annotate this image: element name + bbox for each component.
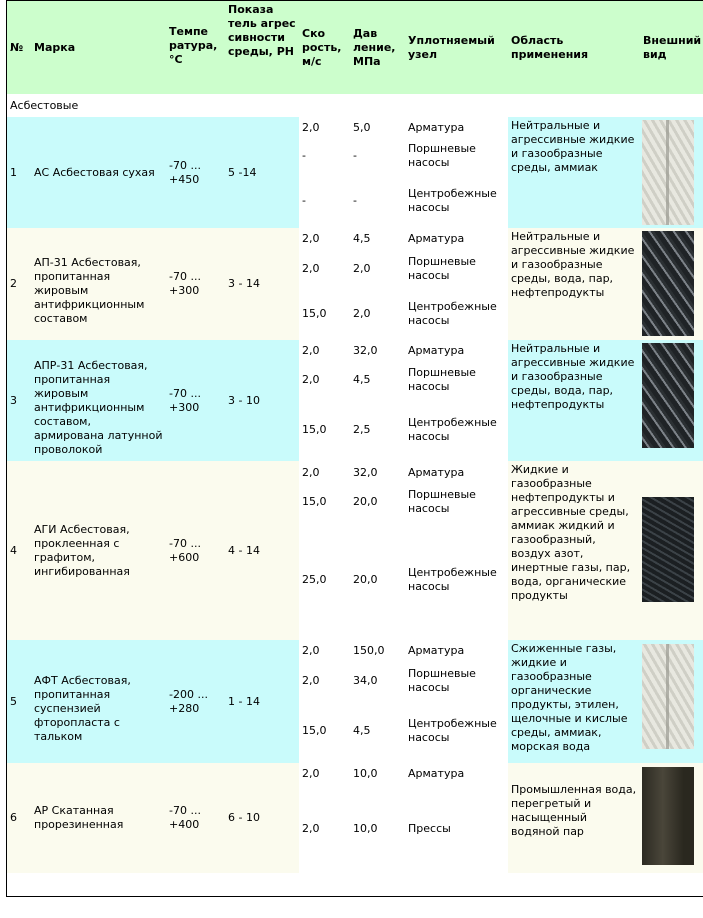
row-5-pressure-3 — [350, 699, 406, 764]
row-5-mark — [31, 640, 167, 764]
row-6-pressure-2-text: 10,0 — [353, 822, 378, 835]
row-2-unit-2 — [405, 250, 509, 288]
row-4-unit-1-text: Арматура — [408, 466, 465, 479]
row-4-unit-2-text: Поршневые насосы — [408, 488, 476, 515]
row-4-speed-2 — [299, 484, 351, 520]
row-1-speed-1-text: 2,0 — [302, 121, 320, 134]
row-1-pressure-1-text: 5,0 — [353, 121, 371, 134]
row-4-num-text: 4 — [10, 544, 17, 557]
row-6-unit-1 — [405, 763, 509, 786]
row-4-unit-2 — [405, 484, 509, 520]
row-1-temp — [166, 117, 226, 229]
row-2-unit-1 — [405, 228, 509, 251]
row-5-view — [640, 640, 703, 764]
row-2-area — [508, 228, 641, 341]
row-2-speed-1 — [299, 228, 351, 251]
row-6-ph-text: 6 - 10 — [228, 811, 260, 824]
row-5-area-text: Сжиженные газы, жидкие и газообразные органические продукты, этилен, щелочные и кислые среды, аммиак, морская вода — [511, 642, 628, 753]
row-1-ph — [225, 117, 300, 229]
header-temp — [166, 1, 226, 95]
row-1-unit-1-text: Арматура — [408, 121, 465, 134]
packing-photo-icon — [642, 644, 694, 749]
row-4-area — [508, 461, 641, 641]
header-mark-text: Марка — [34, 41, 76, 54]
row-6-temp-text: -70 ... +400 — [169, 804, 201, 831]
row-2-pressure-2-text: 2,0 — [353, 262, 371, 275]
row-3-area-text: Нейтральные и агрессивные жидкие и газообразные среды, вода, пар, нефтепродукты — [511, 342, 635, 411]
row-1-view — [640, 117, 703, 229]
header-mark — [31, 1, 167, 95]
row-1-speed-1 — [299, 117, 351, 140]
row-1-pressure-2 — [350, 139, 406, 174]
row-5-pressure-1-text: 150,0 — [353, 644, 385, 657]
packing-photo-icon — [642, 343, 694, 448]
row-2-unit-3 — [405, 287, 509, 341]
row-3-mark — [31, 340, 167, 462]
row-1-speed-3 — [299, 173, 351, 229]
row-1-mark — [31, 117, 167, 229]
row-1-unit-2 — [405, 139, 509, 174]
row-6-speed-2-text: 2,0 — [302, 822, 320, 835]
row-6-speed-1 — [299, 763, 351, 786]
row-5-speed-1-text: 2,0 — [302, 644, 320, 657]
row-4-pressure-2 — [350, 484, 406, 520]
row-6-num-text: 6 — [10, 811, 17, 824]
row-4-ph-text: 4 - 14 — [228, 544, 260, 557]
row-5-temp — [166, 640, 226, 764]
row-3-temp — [166, 340, 226, 462]
row-3-pressure-2-text: 4,5 — [353, 373, 371, 386]
packing-photo-icon — [642, 120, 694, 225]
row-3-pressure-3 — [350, 398, 406, 462]
row-4-pressure-3 — [350, 519, 406, 641]
row-2-num-text: 2 — [10, 277, 17, 290]
row-5-pressure-1 — [350, 640, 406, 663]
row-2-speed-1-text: 2,0 — [302, 232, 320, 245]
seam-line — [666, 644, 669, 749]
row-4-speed-2-text: 15,0 — [302, 495, 327, 508]
row-2-pressure-3 — [350, 287, 406, 341]
row-2-mark-text: АП-31 Асбестовая, пропитанная жировым антифрикционным составом — [34, 256, 145, 325]
header-view-text: Внешний вид — [643, 34, 702, 61]
row-2-pressure-1-text: 4,5 — [353, 232, 371, 245]
row-5-num-text: 5 — [10, 695, 17, 708]
row-2-unit-2-text: Поршневые насосы — [408, 255, 476, 282]
header-pressure-text: Дав ление, МПа — [353, 27, 396, 68]
row-2-ph-text: 3 - 14 — [228, 277, 260, 290]
row-1-mark-text: АС Асбестовая сухая — [34, 166, 155, 179]
row-3-mark-text: АПР-31 Асбестовая, пропитанная жировым антифрикционным составом, армирована латунной проволокой — [34, 359, 163, 456]
row-1-temp-text: -70 ... +450 — [169, 159, 201, 186]
header-ph — [225, 1, 300, 95]
row-3-num-text: 3 — [10, 394, 17, 407]
row-6-unit-2 — [405, 785, 509, 874]
row-4-unit-3 — [405, 519, 509, 641]
header-unit — [405, 1, 509, 95]
row-4-speed-1 — [299, 461, 351, 485]
row-2-mark — [31, 228, 167, 341]
row-1-ph-text: 5 -14 — [228, 166, 257, 179]
row-4-speed-3-text: 25,0 — [302, 573, 327, 586]
row-5-unit-1-text: Арматура — [408, 644, 465, 657]
row-1-num-text: 1 — [10, 166, 17, 179]
row-3-view — [640, 340, 703, 462]
row-5-unit-1 — [405, 640, 509, 663]
row-1-area-text: Нейтральные и агрессивные жидкие и газообразные среды, аммиак — [511, 119, 635, 174]
row-1-speed-2-text: - — [302, 149, 306, 162]
row-1-speed-2 — [299, 139, 351, 174]
row-6-unit-2-text: Прессы — [408, 822, 451, 835]
row-1-num — [7, 117, 32, 229]
row-3-speed-2 — [299, 361, 351, 399]
row-5-speed-3-text: 15,0 — [302, 724, 327, 737]
row-6-pressure-1-text: 10,0 — [353, 767, 378, 780]
header-pressure — [350, 1, 406, 95]
row-1-unit-2-text: Поршневые насосы — [408, 142, 476, 169]
row-2-ph — [225, 228, 300, 341]
row-6-speed-1-text: 2,0 — [302, 767, 320, 780]
row-1-pressure-3-text: - — [353, 194, 357, 207]
header-ph-text: Показа тель агрес сивности среды, РН — [228, 3, 296, 58]
row-3-unit-3-text: Центробежные насосы — [408, 416, 497, 443]
row-1-pressure-1 — [350, 117, 406, 140]
footer-photo-blank — [640, 873, 703, 897]
row-3-pressure-1-text: 32,0 — [353, 344, 378, 357]
row-3-pressure-1 — [350, 340, 406, 362]
header-unit-text: Уплотняемый узел — [408, 34, 495, 61]
row-4-speed-3 — [299, 519, 351, 641]
row-5-num — [7, 640, 32, 764]
row-3-num — [7, 340, 32, 462]
header-view — [640, 1, 703, 95]
packing-photo-icon — [642, 497, 694, 602]
row-4-pressure-2-text: 20,0 — [353, 495, 378, 508]
row-1-pressure-2-text: - — [353, 149, 357, 162]
row-5-unit-2-text: Поршневые насосы — [408, 667, 476, 694]
row-3-ph — [225, 340, 300, 462]
row-3-speed-3-text: 15,0 — [302, 423, 327, 436]
row-2-temp — [166, 228, 226, 341]
row-4-temp — [166, 461, 226, 641]
row-4-area-text: Жидкие и газообразные нефтепродукты и агрессивные среды, аммиак жидкий и газообразный, воздух азот, инертные газы, пар, вода, органические продукты — [511, 463, 631, 602]
row-6-num — [7, 763, 32, 874]
row-3-pressure-2 — [350, 361, 406, 399]
row-3-speed-3 — [299, 398, 351, 462]
row-5-pressure-3-text: 4,5 — [353, 724, 371, 737]
header-area-text: Область применения — [511, 34, 589, 61]
section-label-text: Асбестовые — [10, 99, 79, 112]
row-3-unit-2-text: Поршневые насосы — [408, 366, 476, 393]
row-6-mark — [31, 763, 167, 874]
row-2-area-text: Нейтральные и агрессивные жидкие и газообразные среды, вода, пар, нефтепродукты — [511, 230, 635, 299]
header-num — [7, 1, 32, 95]
row-4-unit-3-text: Центробежные насосы — [408, 566, 497, 593]
seam-line — [666, 120, 669, 225]
row-1-unit-3 — [405, 173, 509, 229]
row-2-speed-2 — [299, 250, 351, 288]
row-2-pressure-3-text: 2,0 — [353, 307, 371, 320]
row-6-ph — [225, 763, 300, 874]
row-5-mark-text: АФТ Асбестовая, пропитанная суспензией фторопласта с тальком — [34, 674, 131, 743]
row-1-speed-3-text: - — [302, 194, 306, 207]
row-6-area-text: Промышленная вода, перегретый и насыщенный водяной пар — [511, 783, 637, 838]
row-6-temp — [166, 763, 226, 874]
row-5-unit-3-text: Центробежные насосы — [408, 717, 497, 744]
row-5-speed-3 — [299, 699, 351, 764]
row-5-ph-text: 1 - 14 — [228, 695, 260, 708]
packing-photo-icon — [642, 231, 694, 336]
header-num-text: № — [10, 41, 24, 54]
section-photo-blank — [640, 94, 703, 118]
row-2-num — [7, 228, 32, 341]
row-3-temp-text: -70 ... +300 — [169, 387, 201, 414]
header-speed-text: Ско рость, м/с — [302, 27, 342, 68]
row-2-unit-1-text: Арматура — [408, 232, 465, 245]
row-3-area — [508, 340, 641, 462]
row-1-pressure-3 — [350, 173, 406, 229]
row-4-pressure-1-text: 32,0 — [353, 466, 378, 479]
row-3-unit-2 — [405, 361, 509, 399]
row-1-unit-1 — [405, 117, 509, 140]
row-5-speed-2-text: 2,0 — [302, 674, 320, 687]
row-4-pressure-3-text: 20,0 — [353, 573, 378, 586]
header-area — [508, 1, 641, 95]
row-4-pressure-1 — [350, 461, 406, 485]
row-2-view — [640, 228, 703, 341]
row-6-area — [508, 763, 641, 874]
row-4-num — [7, 461, 32, 641]
row-2-speed-3 — [299, 287, 351, 341]
row-4-ph — [225, 461, 300, 641]
packing-photo-icon — [642, 767, 694, 865]
footer-blank — [7, 873, 641, 897]
row-4-mark — [31, 461, 167, 641]
row-6-view — [640, 763, 703, 874]
row-1-unit-3-text: Центробежные насосы — [408, 187, 497, 214]
row-3-speed-2-text: 2,0 — [302, 373, 320, 386]
row-1-area — [508, 117, 641, 229]
row-2-speed-3-text: 15,0 — [302, 307, 327, 320]
row-2-pressure-1 — [350, 228, 406, 251]
row-5-temp-text: -200 ... +280 — [169, 688, 208, 715]
row-6-unit-1-text: Арматура — [408, 767, 465, 780]
row-2-temp-text: -70 ... +300 — [169, 270, 201, 297]
row-2-pressure-2 — [350, 250, 406, 288]
row-6-mark-text: АР Скатанная прорезиненная — [34, 804, 124, 831]
header-speed — [299, 1, 351, 95]
row-6-pressure-1 — [350, 763, 406, 786]
section-label — [7, 94, 641, 118]
row-6-pressure-2 — [350, 785, 406, 874]
row-5-speed-2 — [299, 662, 351, 700]
row-5-unit-3 — [405, 699, 509, 764]
row-2-unit-3-text: Центробежные насосы — [408, 300, 497, 327]
row-3-speed-1 — [299, 340, 351, 362]
row-3-speed-1-text: 2,0 — [302, 344, 320, 357]
header-temp-text: Темпе ратура, °С — [169, 25, 218, 66]
row-3-pressure-3-text: 2,5 — [353, 423, 371, 436]
row-2-speed-2-text: 2,0 — [302, 262, 320, 275]
row-4-temp-text: -70 ... +600 — [169, 537, 201, 564]
row-4-mark-text: АГИ Асбестовая, проклеенная с графитом, ингибированная — [34, 523, 130, 578]
row-4-unit-1 — [405, 461, 509, 485]
row-3-ph-text: 3 - 10 — [228, 394, 260, 407]
row-6-speed-2 — [299, 785, 351, 874]
row-5-pressure-2-text: 34,0 — [353, 674, 378, 687]
row-3-unit-1 — [405, 340, 509, 362]
row-5-pressure-2 — [350, 662, 406, 700]
row-3-unit-3 — [405, 398, 509, 462]
row-4-view — [640, 461, 703, 641]
row-5-area — [508, 640, 641, 764]
row-5-speed-1 — [299, 640, 351, 663]
row-4-speed-1-text: 2,0 — [302, 466, 320, 479]
row-3-unit-1-text: Арматура — [408, 344, 465, 357]
row-5-unit-2 — [405, 662, 509, 700]
row-5-ph — [225, 640, 300, 764]
